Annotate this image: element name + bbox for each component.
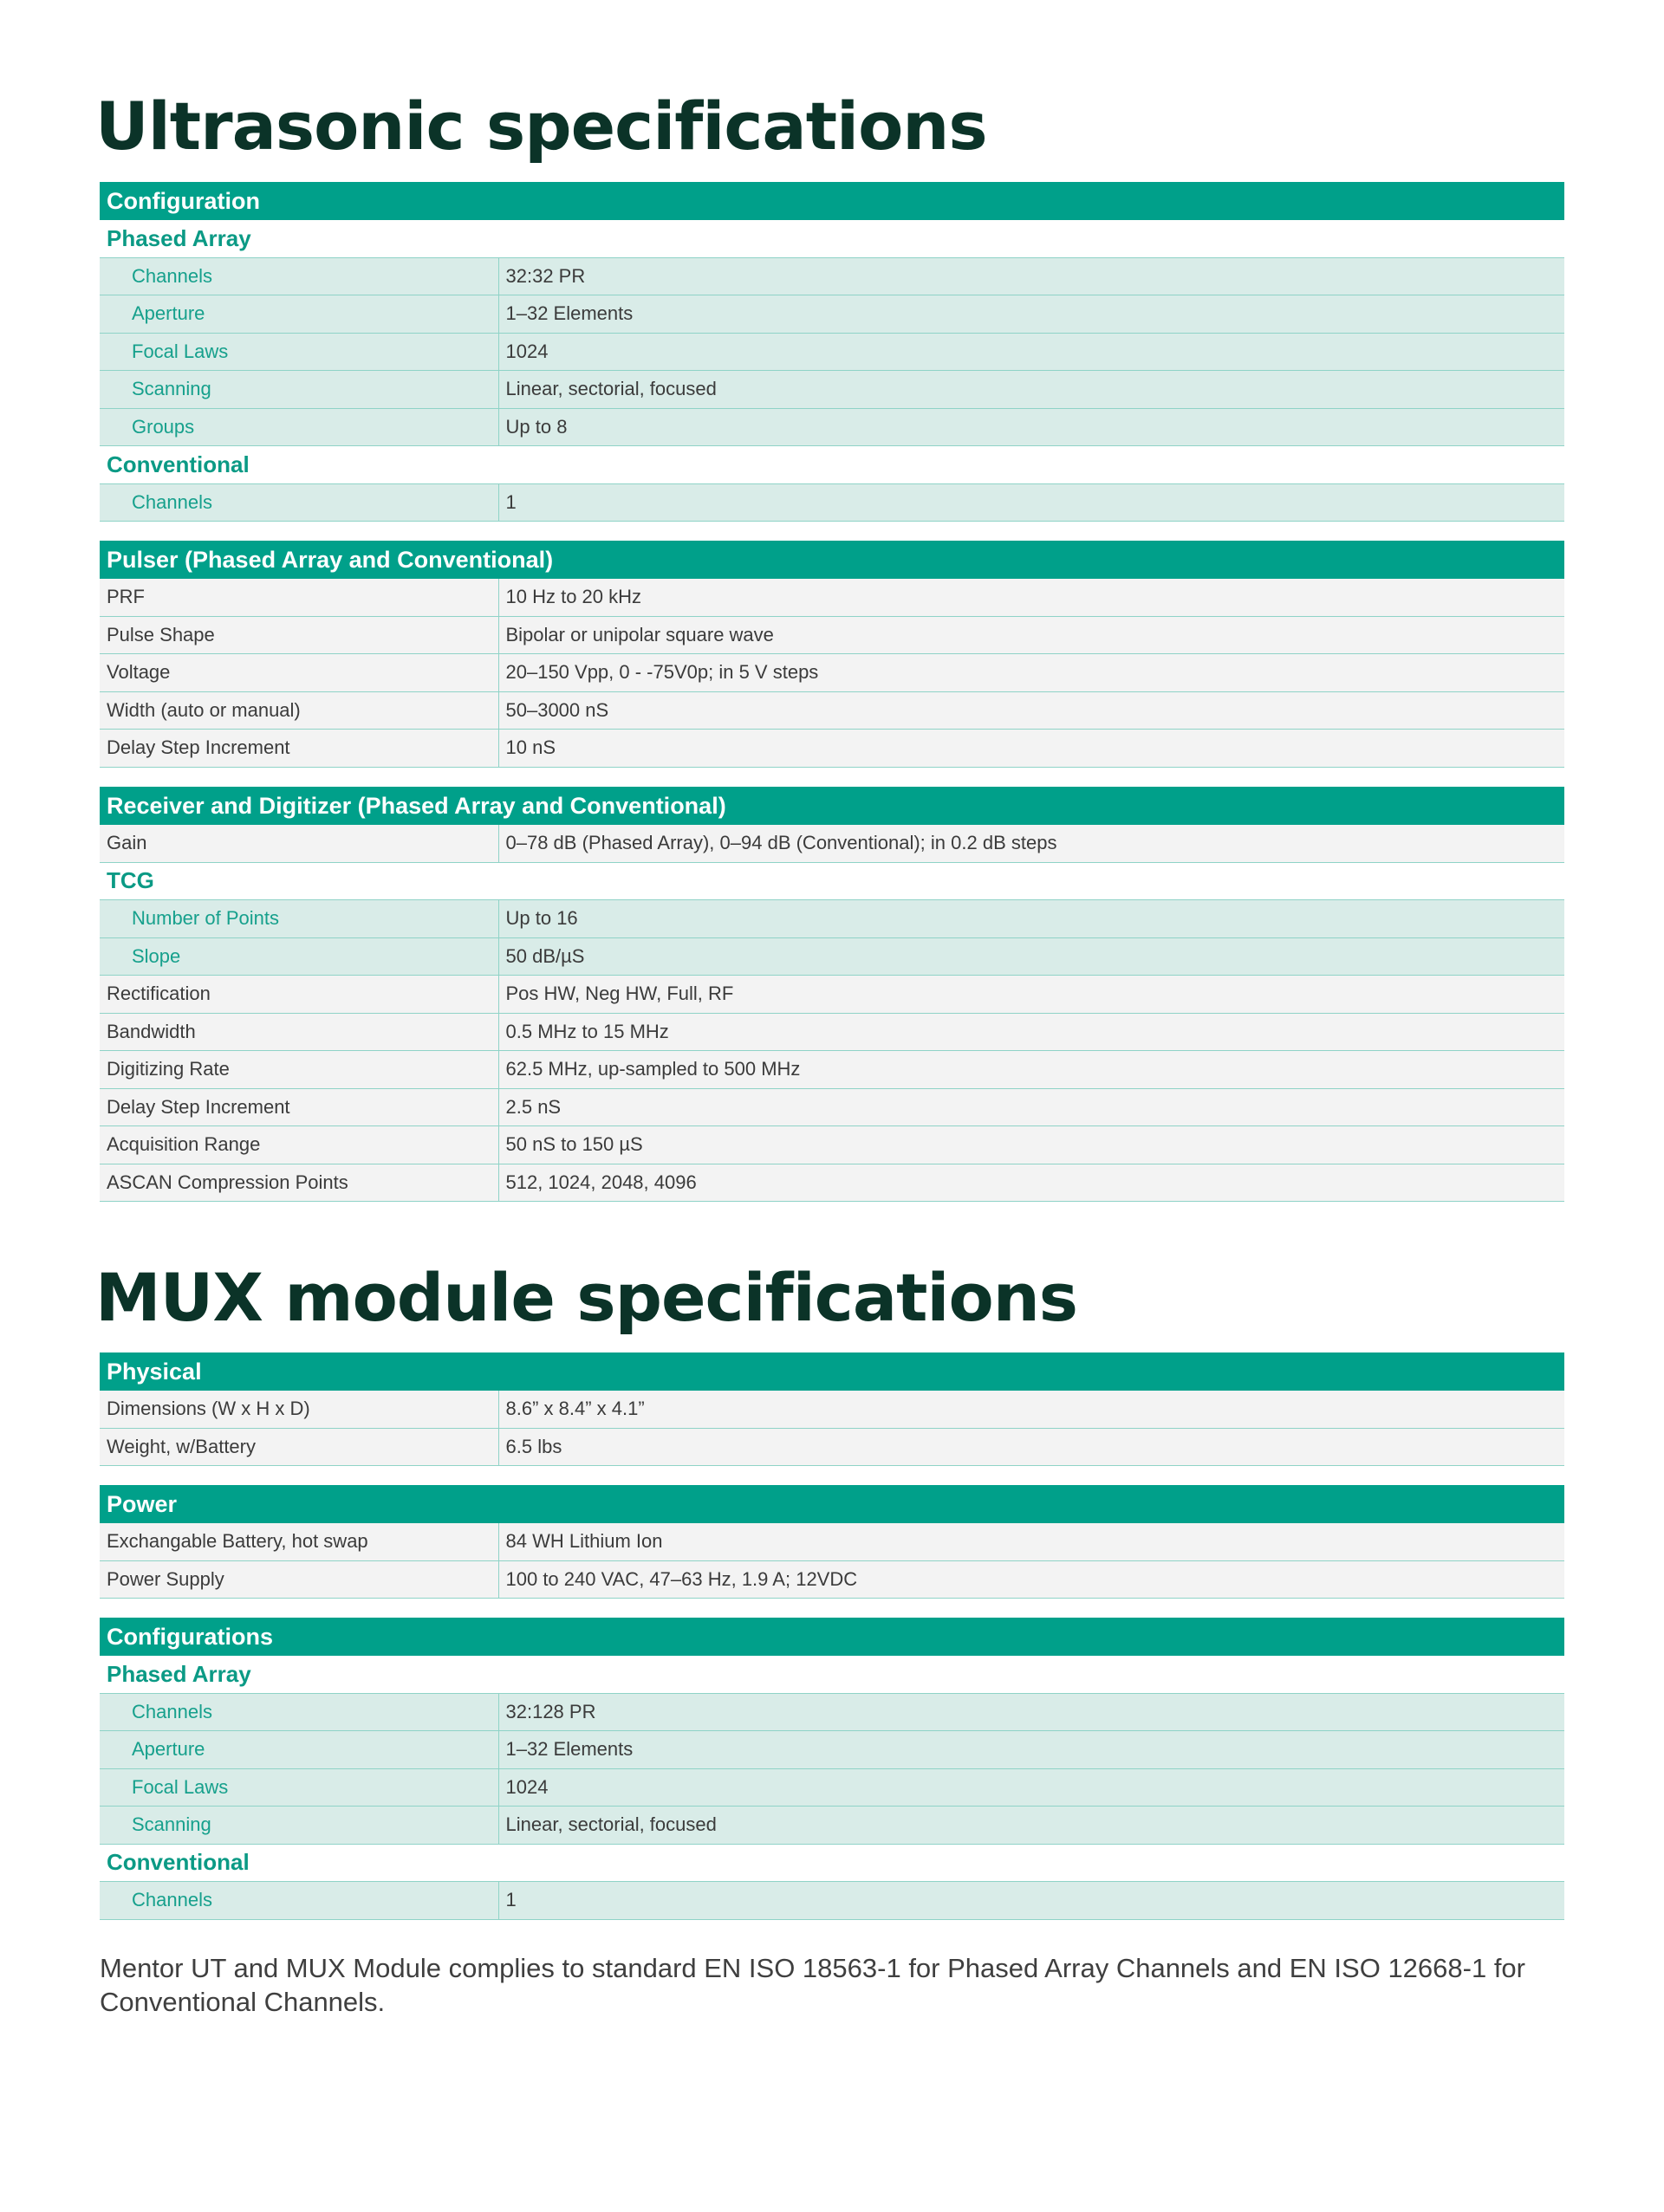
spec-label: Channels <box>100 483 498 522</box>
table-row <box>100 1807 1564 1845</box>
power-table <box>100 1485 1564 1599</box>
table-row <box>100 937 1564 976</box>
spec-value: 0–78 dB (Phased Array), 0–94 dB (Conventional); in 0.2 dB steps <box>498 825 1564 862</box>
spec-value: 100 to 240 VAC, 47–63 Hz, 1.9 A; 12VDC <box>498 1560 1564 1599</box>
table-row <box>100 1051 1564 1089</box>
configurations-table <box>100 1618 1564 1920</box>
spec-label: Channels <box>100 1693 498 1731</box>
spec-label: ASCAN Compression Points <box>100 1164 498 1202</box>
table-row <box>100 408 1564 446</box>
page-title: MUX module specifications <box>95 1259 1078 1336</box>
spec-label: Acquisition Range <box>100 1126 498 1164</box>
spec-value: 84 WH Lithium Ion <box>498 1523 1564 1560</box>
table-row <box>100 1013 1564 1051</box>
section-header: Physical <box>100 1352 1564 1391</box>
table-row <box>100 579 1564 616</box>
spec-value: 62.5 MHz, up-sampled to 500 MHz <box>498 1051 1564 1089</box>
spec-label: Number of Points <box>100 900 498 938</box>
table-row <box>100 900 1564 938</box>
table-row <box>100 1731 1564 1769</box>
spec-label: Scanning <box>100 371 498 409</box>
section-header: Configuration <box>100 182 1564 220</box>
table-row <box>100 976 1564 1014</box>
table-header <box>100 182 1564 220</box>
subsection-label: Conventional <box>100 446 1564 484</box>
spec-value: Pos HW, Neg HW, Full, RF <box>498 976 1564 1014</box>
subsection-label: Phased Array <box>100 220 1564 257</box>
compliance-note: Mentor UT and MUX Module complies to standard EN ISO 18563-1 for Phased Array Channels and EN ISO 12668-1 for Conventional Channels. <box>100 1953 1525 2017</box>
physical-table <box>100 1352 1564 1466</box>
spec-label: PRF <box>100 579 498 616</box>
spec-value: 1 <box>498 1882 1564 1920</box>
table-row <box>100 730 1564 768</box>
spec-value: 20–150 Vpp, 0 - -75V0p; in 5 V steps <box>498 654 1564 692</box>
spec-label: Gain <box>100 825 498 862</box>
section-header: Power <box>100 1485 1564 1523</box>
table-row <box>100 483 1564 522</box>
spec-value: 512, 1024, 2048, 4096 <box>498 1164 1564 1202</box>
receiver-table <box>100 787 1564 1202</box>
table-row <box>100 1882 1564 1920</box>
spec-value: 0.5 MHz to 15 MHz <box>498 1013 1564 1051</box>
spec-value: 1 <box>498 483 1564 522</box>
section-header: Configurations <box>100 1618 1564 1656</box>
spec-label: Power Supply <box>100 1560 498 1599</box>
spec-value: 1–32 Elements <box>498 295 1564 334</box>
table-row <box>100 654 1564 692</box>
spec-value: 10 Hz to 20 kHz <box>498 579 1564 616</box>
table-row <box>100 371 1564 409</box>
spec-label: Delay Step Increment <box>100 730 498 768</box>
spec-label: Focal Laws <box>100 1768 498 1807</box>
spec-label: Rectification <box>100 976 498 1014</box>
spec-label: Width (auto or manual) <box>100 691 498 730</box>
spec-label: Dimensions (W x H x D) <box>100 1391 498 1428</box>
spec-label: Channels <box>100 1882 498 1920</box>
table-row <box>100 1391 1564 1428</box>
spec-value: 6.5 lbs <box>498 1428 1564 1466</box>
table-row <box>100 1126 1564 1164</box>
table-row <box>100 1523 1564 1560</box>
table-row <box>100 1164 1564 1202</box>
table-row <box>100 295 1564 334</box>
subsection-label: Phased Array <box>100 1656 1564 1693</box>
spec-value: Up to 16 <box>498 900 1564 938</box>
spec-label: Groups <box>100 408 498 446</box>
spec-value: 8.6” x 8.4” x 4.1” <box>498 1391 1564 1428</box>
table-row <box>100 1768 1564 1807</box>
spec-value: Up to 8 <box>498 408 1564 446</box>
spec-value: 50 nS to 150 µS <box>498 1126 1564 1164</box>
table-row <box>100 1428 1564 1466</box>
spec-label: Slope <box>100 937 498 976</box>
table-row <box>100 1088 1564 1126</box>
spec-value: Linear, sectorial, focused <box>498 371 1564 409</box>
spec-value: 50 dB/µS <box>498 937 1564 976</box>
pulser-table <box>100 541 1564 768</box>
spec-value: 1024 <box>498 333 1564 371</box>
spec-label: Exchangable Battery, hot swap <box>100 1523 498 1560</box>
table-row <box>100 691 1564 730</box>
table-row <box>100 825 1564 862</box>
spec-value: Linear, sectorial, focused <box>498 1807 1564 1845</box>
spec-label: Channels <box>100 257 498 295</box>
spec-label: Pulse Shape <box>100 616 498 654</box>
spec-value: 32:128 PR <box>498 1693 1564 1731</box>
spec-label: Focal Laws <box>100 333 498 371</box>
spec-value: 32:32 PR <box>498 257 1564 295</box>
configuration-table <box>100 182 1564 522</box>
spec-label: Digitizing Rate <box>100 1051 498 1089</box>
spec-value: 2.5 nS <box>498 1088 1564 1126</box>
spec-label: Delay Step Increment <box>100 1088 498 1126</box>
spec-value: Bipolar or unipolar square wave <box>498 616 1564 654</box>
subsection-label: Conventional <box>100 1844 1564 1882</box>
spec-label: Scanning <box>100 1807 498 1845</box>
spec-label: Aperture <box>100 1731 498 1769</box>
spec-value: 10 nS <box>498 730 1564 768</box>
spec-label: Bandwidth <box>100 1013 498 1051</box>
spec-value: 1024 <box>498 1768 1564 1807</box>
table-row <box>100 257 1564 295</box>
table-row <box>100 616 1564 654</box>
section-header: Pulser (Phased Array and Conventional) <box>100 541 1564 579</box>
spec-value: 50–3000 nS <box>498 691 1564 730</box>
spec-label: Weight, w/Battery <box>100 1428 498 1466</box>
spec-label: Voltage <box>100 654 498 692</box>
table-row <box>100 333 1564 371</box>
table-row <box>100 1560 1564 1599</box>
page-title: Ultrasonic specifications <box>95 88 987 165</box>
spec-value: 1–32 Elements <box>498 1731 1564 1769</box>
table-row <box>100 1693 1564 1731</box>
spec-label: Aperture <box>100 295 498 334</box>
section-header: Receiver and Digitizer (Phased Array and Conventional) <box>100 787 1564 825</box>
subsection-label: TCG <box>100 862 1564 900</box>
